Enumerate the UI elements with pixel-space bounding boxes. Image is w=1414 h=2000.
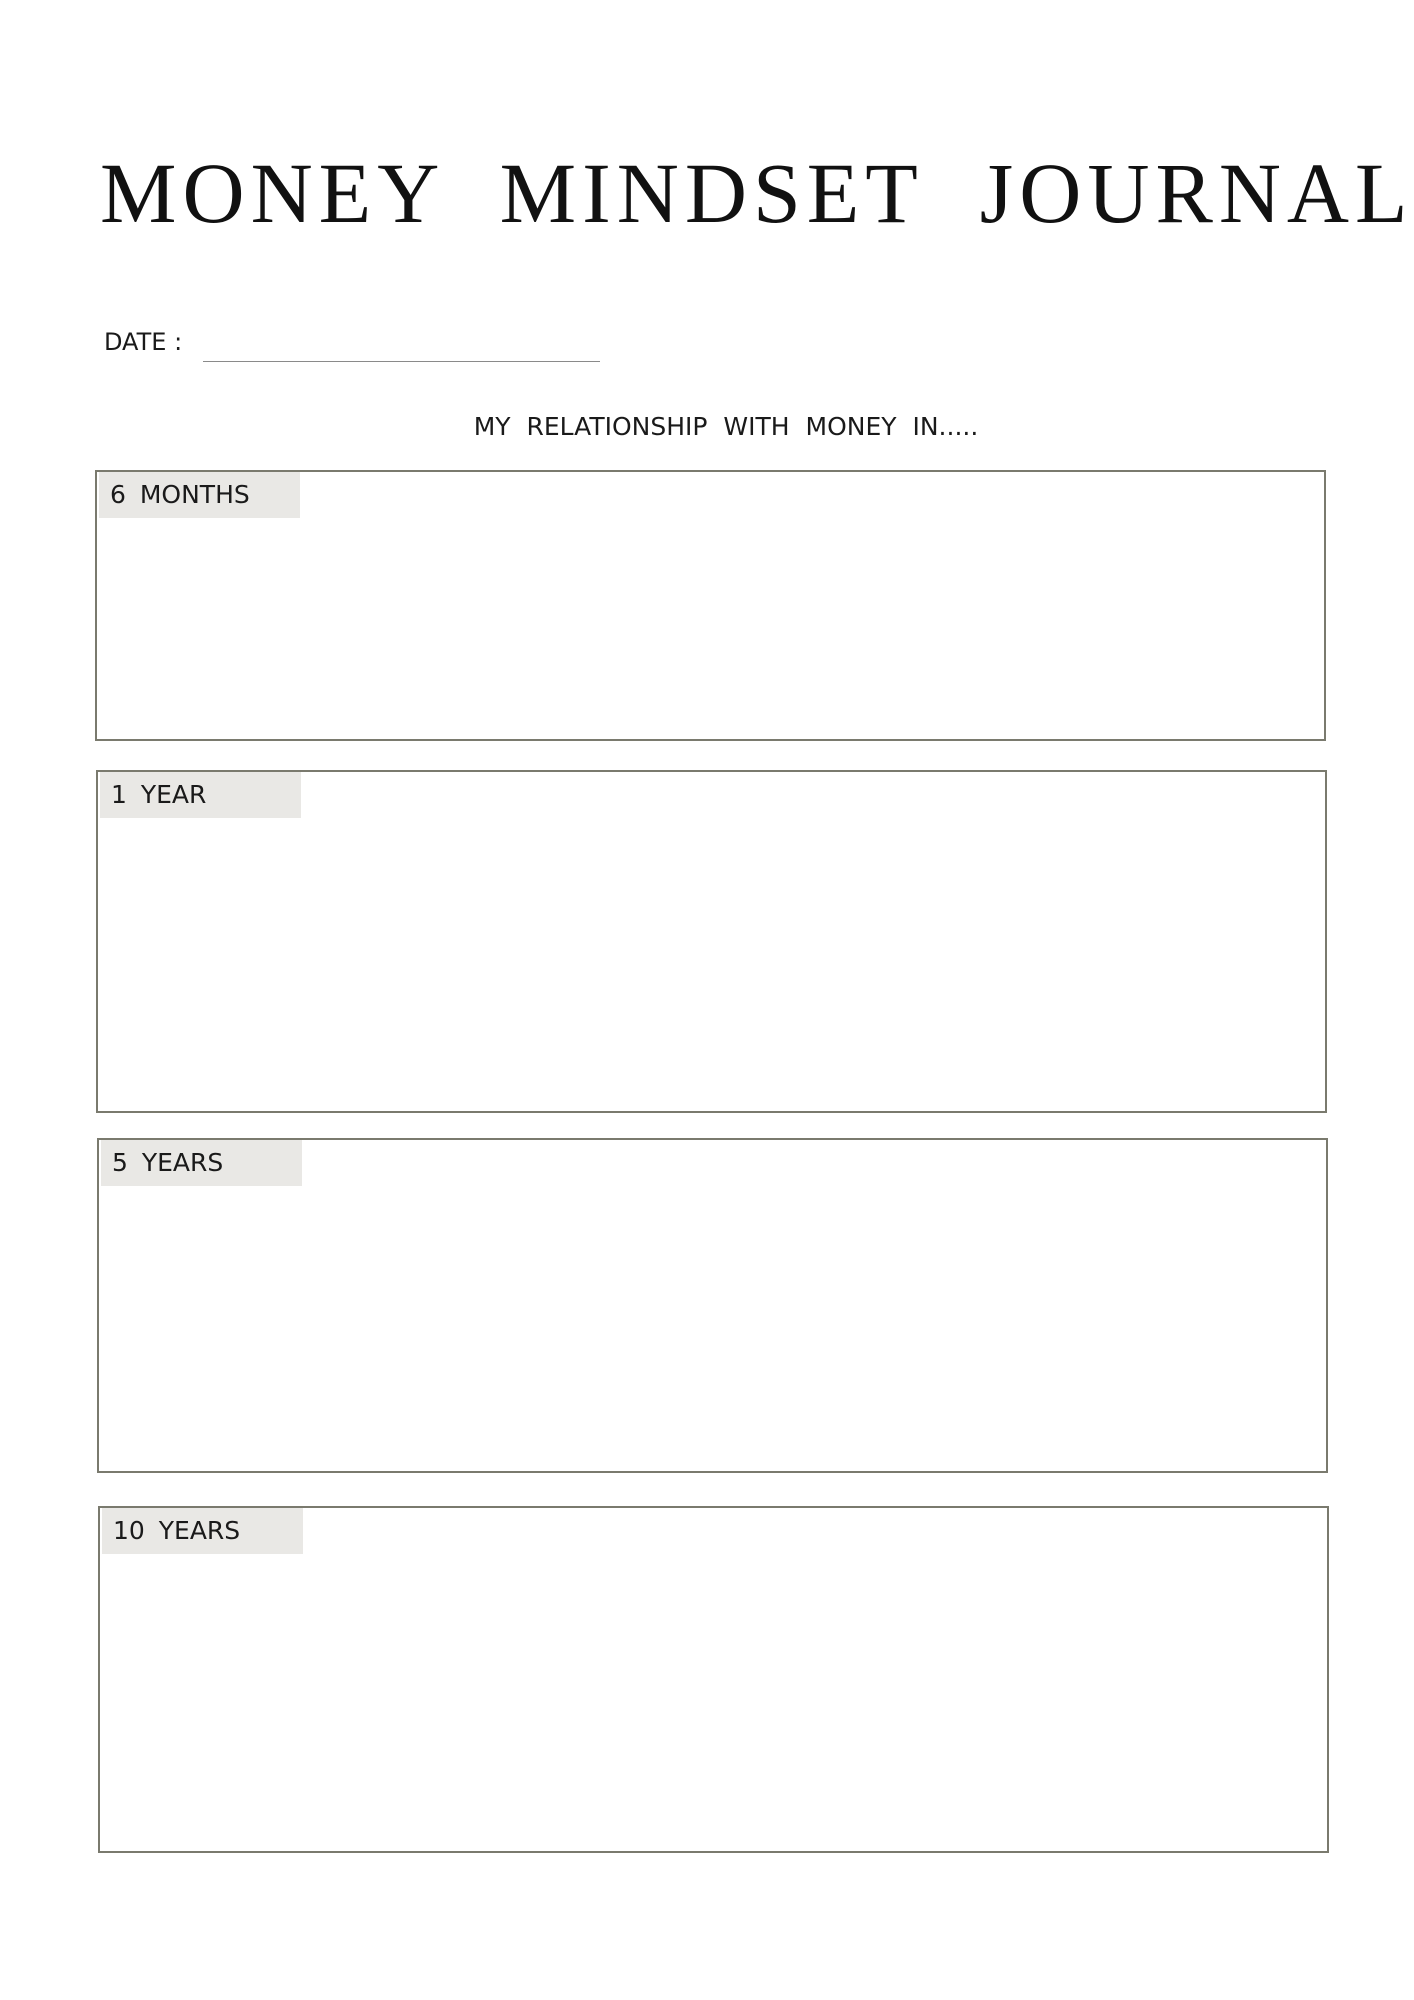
- section-6-months[interactable]: [95, 470, 1326, 741]
- section-label-tag: [99, 472, 300, 518]
- section-1-year[interactable]: [96, 770, 1327, 1113]
- section-heading: MY RELATIONSHIP WITH MONEY IN.....: [473, 412, 979, 441]
- section-label-tag: [102, 1508, 303, 1554]
- date-field[interactable]: [203, 361, 600, 362]
- section-label-tag: [100, 772, 301, 818]
- section-10-years[interactable]: [98, 1506, 1329, 1853]
- section-label: 10 YEARS: [113, 1516, 241, 1545]
- date-label: DATE :: [104, 328, 183, 356]
- section-5-years[interactable]: [97, 1138, 1328, 1473]
- section-label: 1 YEAR: [111, 780, 207, 809]
- section-label-tag: [101, 1140, 302, 1186]
- section-label: 6 MONTHS: [110, 480, 250, 509]
- section-label: 5 YEARS: [112, 1148, 224, 1177]
- page-title: MONEY MINDSET JOURNAL: [100, 145, 1414, 241]
